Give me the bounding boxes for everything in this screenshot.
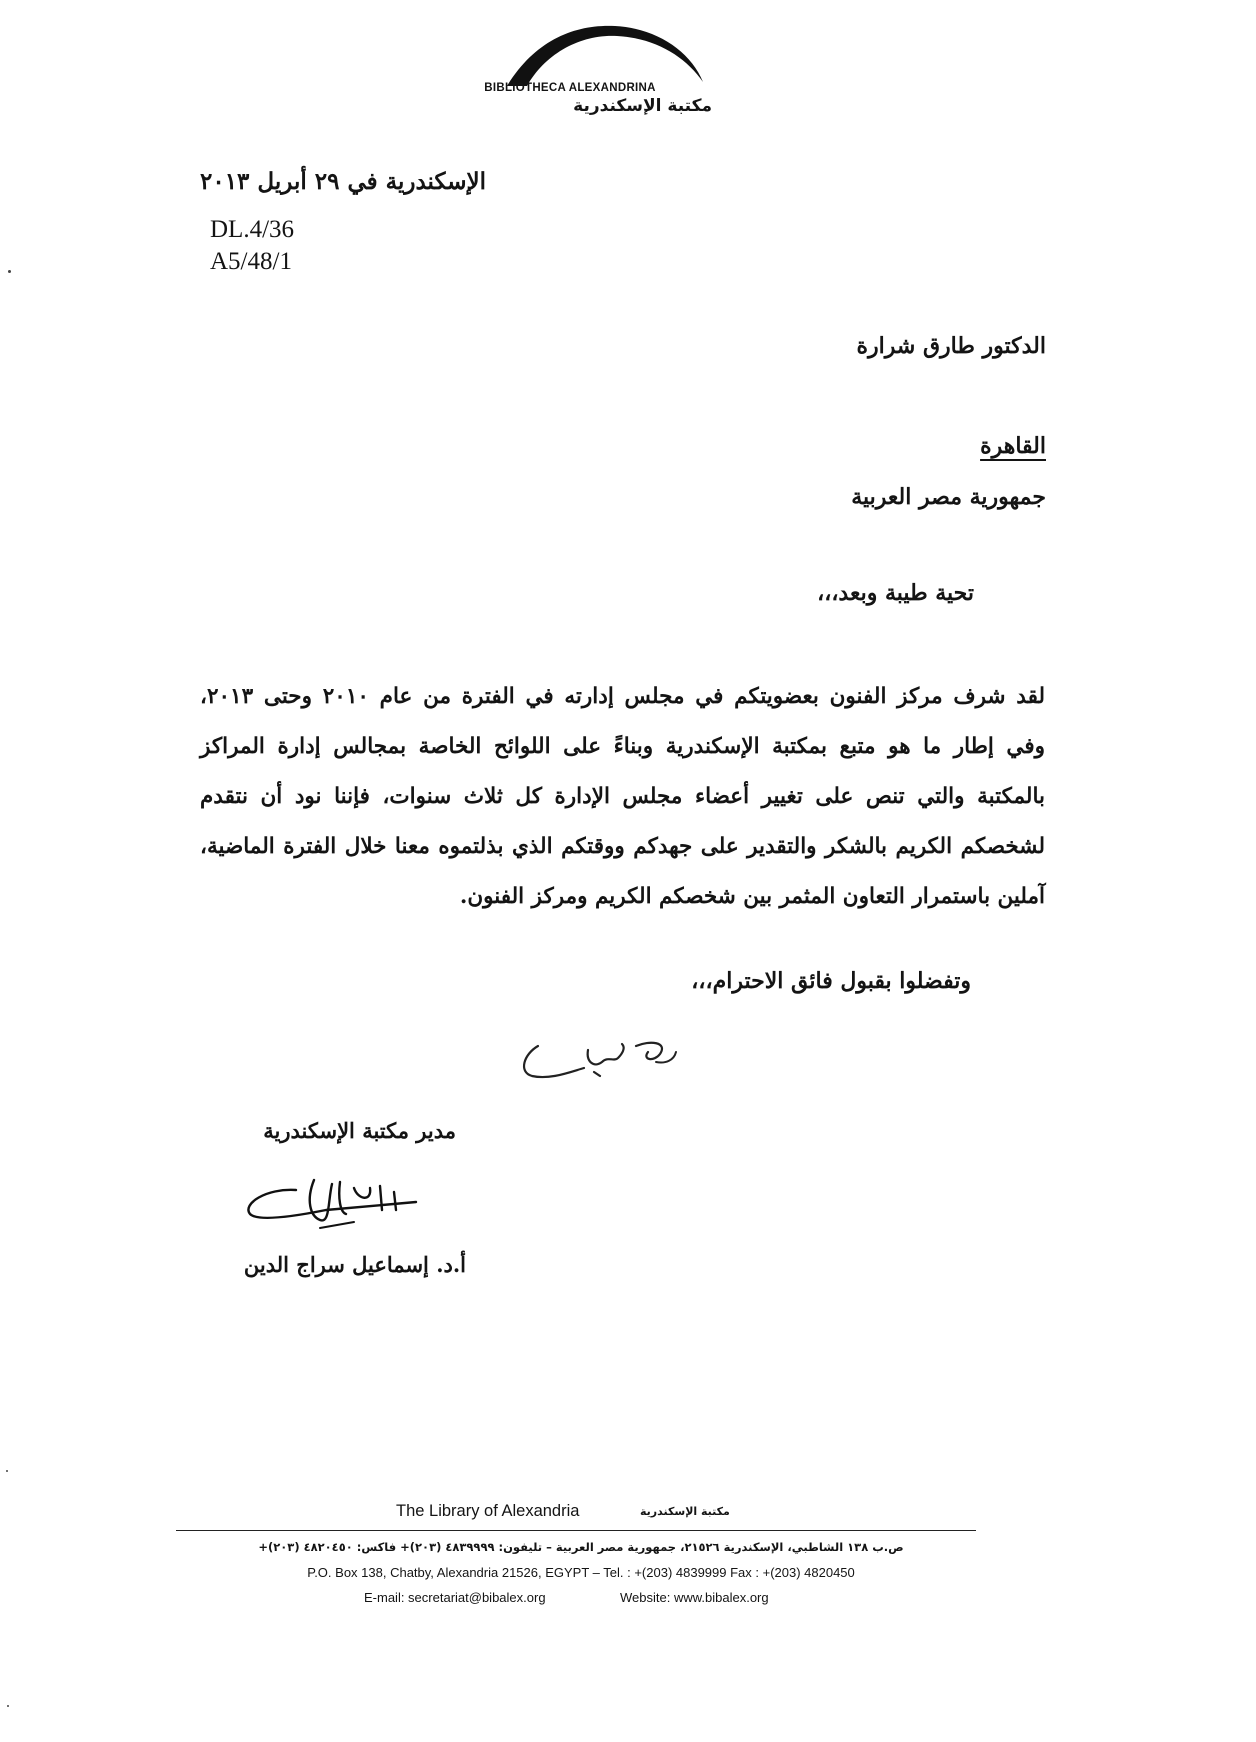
footer-address-en: P.O. Box 138, Chatby, Alexandria 21526, EGYPT – Tel. : +(203) 4839999 Fax : +(203) 4820450	[307, 1565, 855, 1580]
footer-name-ar: مكتبة الإسكندرية	[640, 1505, 730, 1518]
reference-number-1: DL.4/36	[210, 216, 295, 243]
footer-address-ar: ص.ب ١٣٨ الشاطبي، الإسكندرية ٢١٥٢٦، جمهورية مصر العربية – تليفون: ٤٨٣٩٩٩٩ (٢٠٣)+ فاكس: ٤٨٢٠٤٥٠ (٢٠٣)+	[258, 1540, 904, 1554]
letter-body: لقد شرف مركز الفنون بعضويتكم في مجلس إدارته في الفترة من عام ٢٠١٠ وحتى ٢٠١٣، وفي إطار ما هو متبع بمكتبة الإسكندرية وبناءً على اللوائح الخاصة بمجالس إدارة المراكز بالمكتبة والتي تنص على تغيير أعضاء مجلس الإدارة كل ثلاث سنوات، فإننا نود أن نتقدم لشخصكم الكريم بالشكر والتقدير على جهدكم ووقتكم الذي بذلتموه معنا خلال الفترة الماضية، آملين باستمرار التعاون المثمر بين شخصكم الكريم ومركز الفنون.	[200, 684, 1045, 909]
handwritten-note-icon	[510, 1032, 680, 1094]
recipient-name: الدكتور طارق شرارة	[856, 333, 1046, 359]
footer-website: Website: www.bibalex.org	[620, 1590, 769, 1605]
greeting: تحية طيبة وبعد،،،	[817, 580, 974, 606]
scan-speck	[8, 270, 11, 273]
bibliotheca-alexandrina-logo-icon	[505, 20, 705, 90]
scan-speck	[7, 1705, 9, 1707]
letterhead-name-en: BIBLIOTHECA ALEXANDRINA	[484, 82, 656, 94]
signer-name: أ.د. إسماعيل سراج الدين	[243, 1252, 466, 1277]
reference-number-2: A5/48/1	[210, 248, 292, 275]
signer-title: مدير مكتبة الإسكندرية	[263, 1118, 456, 1143]
scan-speck	[6, 1470, 8, 1472]
footer-divider	[176, 1530, 976, 1531]
recipient-country: جمهورية مصر العربية	[851, 484, 1046, 510]
letter-date: الإسكندرية في ٢٩ أبريل ٢٠١٣	[200, 168, 486, 195]
letterhead-name-ar: مكتبة الإسكندرية	[573, 96, 712, 116]
closing-line: وتفضلوا بقبول فائق الاحترام،،،	[691, 968, 971, 994]
signature-icon	[236, 1170, 436, 1240]
footer-email: E-mail: secretariat@bibalex.org	[364, 1590, 546, 1605]
footer-name-en: The Library of Alexandria	[396, 1502, 580, 1520]
recipient-city: القاهرة	[980, 433, 1046, 459]
